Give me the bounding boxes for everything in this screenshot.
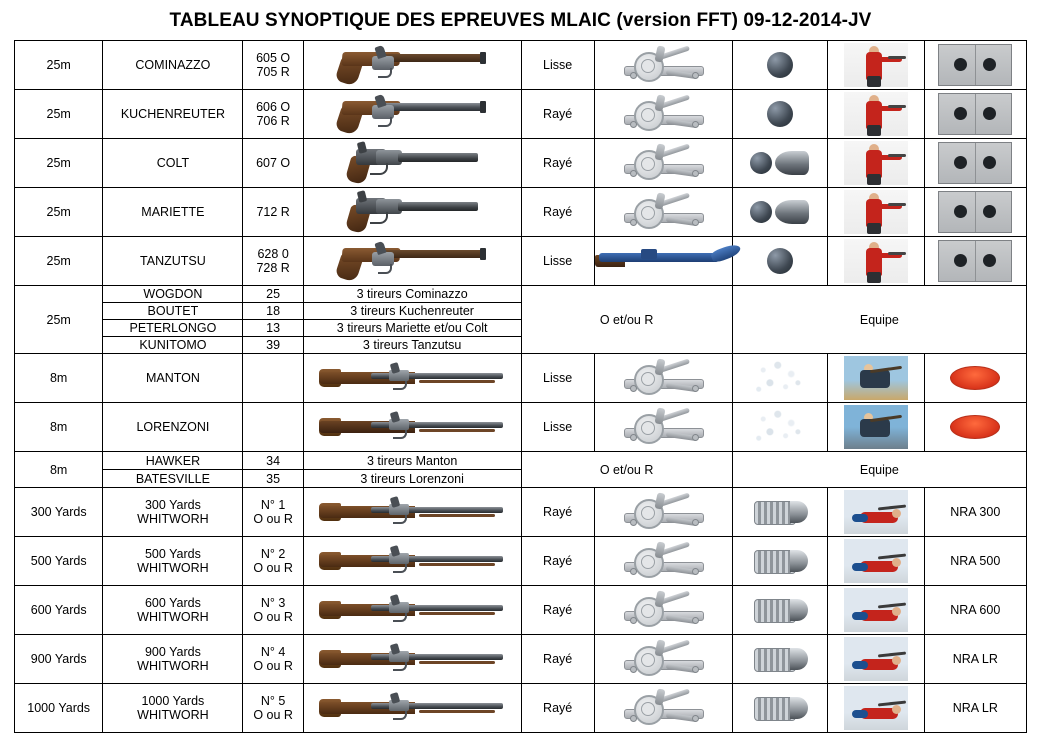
tanzutsu-pistol-icon (332, 240, 492, 282)
cell-event-name: 500 Yards WHITWORH (103, 537, 243, 586)
cell-firearm-image (303, 403, 521, 452)
cell-code: 605 O 705 R (243, 41, 303, 90)
table-row (15, 237, 1027, 286)
cell-event-name: 300 Yards WHITWORH (103, 488, 243, 537)
lock-mechanism-icon (616, 404, 710, 450)
cell-shooting-position (827, 537, 924, 586)
conical-bullet-icon (775, 151, 809, 175)
cell-bore-type: Lisse (521, 354, 594, 403)
cell-distance: 25m (15, 41, 103, 90)
cell-event-name: 1000 Yards WHITWORH (103, 684, 243, 733)
cell-lock-image (594, 41, 732, 90)
cell-team-code: 34 (243, 452, 303, 470)
two-dot-target-icon (938, 191, 1012, 233)
round-ball-icon (750, 152, 772, 174)
cell-bore-type: Lisse (521, 41, 594, 90)
cell-bore-type: Rayé (521, 90, 594, 139)
prone-shooter-photo (844, 588, 908, 632)
cell-bore-type: Lisse (521, 237, 594, 286)
cell-distance: 600 Yards (15, 586, 103, 635)
page-title: TABLEAU SYNOPTIQUE DES EPREUVES MLAIC (version FFT) 09-12-2014-JV (169, 10, 872, 31)
table-row (15, 684, 1027, 733)
lock-mechanism-icon (616, 636, 710, 682)
cell-distance: 300 Yards (15, 488, 103, 537)
cell-team-composition: 3 tireurs Cominazzo (303, 286, 521, 303)
cell-bore-type: Rayé (521, 635, 594, 684)
revolver-icon (332, 141, 492, 185)
round-ball-icon (767, 248, 793, 274)
cell-firearm-image (303, 139, 521, 188)
cell-shooting-position (827, 237, 924, 286)
cell-team-name: HAWKER (103, 452, 243, 470)
minie-bullet-icon (754, 646, 806, 672)
lock-mechanism-icon (616, 140, 710, 186)
cell-ammunition (732, 684, 827, 733)
cell-lock-image (594, 488, 732, 537)
table-row (15, 586, 1027, 635)
cell-team-name: BOUTET (103, 303, 243, 320)
team-row (15, 286, 1027, 303)
cell-distance: 1000 Yards (15, 684, 103, 733)
cell-code: N° 2 O ou R (243, 537, 303, 586)
cell-ammunition (732, 586, 827, 635)
cell-code: 628 0 728 R (243, 237, 303, 286)
cell-firearm-image (303, 354, 521, 403)
minie-bullet-icon (754, 499, 806, 525)
cell-bore-type: Rayé (521, 586, 594, 635)
table-row (15, 41, 1027, 90)
table-row (15, 403, 1027, 452)
cell-ammunition (732, 139, 827, 188)
cell-lock-image (594, 537, 732, 586)
cell-firearm-image (303, 684, 521, 733)
cell-team-code: 39 (243, 337, 303, 354)
cell-bore-type: O et/ou R (521, 286, 732, 354)
cell-target (924, 41, 1026, 90)
cell-distance: 25m (15, 237, 103, 286)
cell-ammunition (732, 188, 827, 237)
cell-distance: 25m (15, 139, 103, 188)
cell-bore-type: Rayé (521, 139, 594, 188)
cell-shooting-position (827, 90, 924, 139)
cell-lock-image (594, 354, 732, 403)
cell-bore-type: Lisse (521, 403, 594, 452)
standing-shooter-photo (844, 141, 908, 185)
cell-ammunition (732, 403, 827, 452)
two-dot-target-icon (938, 44, 1012, 86)
table-row (15, 90, 1027, 139)
table-row (15, 139, 1027, 188)
round-ball-icon (750, 201, 772, 223)
revolver-icon (332, 190, 492, 234)
cell-event-name: COLT (103, 139, 243, 188)
cell-lock-image (594, 684, 732, 733)
cell-team-composition: 3 tireurs Manton (303, 452, 521, 470)
cell-team-composition: 3 tireurs Kuchenreuter (303, 303, 521, 320)
cell-firearm-image (303, 635, 521, 684)
shot-pellets-icon (752, 407, 808, 447)
cell-event-name: LORENZONI (103, 403, 243, 452)
cell-shooting-position: Equipe (732, 286, 1026, 354)
cell-target (924, 139, 1026, 188)
cell-team-name: WOGDON (103, 286, 243, 303)
round-ball-icon (767, 101, 793, 127)
lock-mechanism-icon (616, 685, 710, 731)
cell-shooting-position (827, 139, 924, 188)
cell-firearm-image (303, 90, 521, 139)
standing-shooter-photo (844, 190, 908, 234)
lock-mechanism-icon (616, 538, 710, 584)
cell-ammunition (732, 635, 827, 684)
cell-code (243, 403, 303, 452)
cell-bore-type: Rayé (521, 684, 594, 733)
cell-target (924, 188, 1026, 237)
cell-target: NRA LR (924, 684, 1026, 733)
two-dot-target-icon (938, 93, 1012, 135)
lock-mechanism-icon (616, 91, 710, 137)
cell-distance: 8m (15, 354, 103, 403)
cell-shooting-position (827, 354, 924, 403)
cell-shooting-position (827, 635, 924, 684)
percussion-pistol-icon (332, 93, 492, 135)
percussion-shotgun-icon (319, 411, 505, 443)
cell-bore-type: Rayé (521, 537, 594, 586)
minie-bullet-icon (754, 548, 806, 574)
cell-target (924, 90, 1026, 139)
cell-distance: 25m (15, 286, 103, 354)
cell-bore-type: Rayé (521, 488, 594, 537)
cell-ammunition (732, 354, 827, 403)
cell-distance: 900 Yards (15, 635, 103, 684)
cell-distance: 25m (15, 188, 103, 237)
cell-event-name: MANTON (103, 354, 243, 403)
two-dot-target-icon (938, 240, 1012, 282)
cell-lock-image (594, 188, 732, 237)
standing-shooter-photo (844, 43, 908, 87)
two-dot-target-icon (938, 142, 1012, 184)
cell-shooting-position (827, 41, 924, 90)
cell-ammunition (732, 237, 827, 286)
cell-target: NRA LR (924, 635, 1026, 684)
cell-code: 607 O (243, 139, 303, 188)
cell-team-name: KUNITOMO (103, 337, 243, 354)
cell-ammunition (732, 537, 827, 586)
cell-code: N° 4 O ou R (243, 635, 303, 684)
clay-pigeon-icon (950, 366, 1000, 390)
cell-lock-image (594, 403, 732, 452)
cell-team-code: 35 (243, 470, 303, 488)
whitworth-rifle-icon (319, 496, 505, 528)
lock-mechanism-icon (616, 587, 710, 633)
cell-shooting-position (827, 188, 924, 237)
cell-ammunition (732, 90, 827, 139)
cell-event-name: COMINAZZO (103, 41, 243, 90)
cell-bore-type: Rayé (521, 188, 594, 237)
prone-shooter-photo (844, 539, 908, 583)
cell-team-name: PETERLONGO (103, 320, 243, 337)
cell-team-name: BATESVILLE (103, 470, 243, 488)
cell-firearm-image (303, 586, 521, 635)
table-row (15, 635, 1027, 684)
cell-distance: 8m (15, 403, 103, 452)
mlaic-events-table (14, 40, 1027, 733)
clay-pigeon-icon (950, 415, 1000, 439)
cell-code: N° 5 O ou R (243, 684, 303, 733)
cell-code: 712 R (243, 188, 303, 237)
cell-bore-type: O et/ou R (521, 452, 732, 488)
shot-pellets-icon (752, 358, 808, 398)
prone-shooter-photo (844, 637, 908, 681)
cell-code (243, 354, 303, 403)
cell-shooting-position (827, 684, 924, 733)
cell-lock-image (594, 586, 732, 635)
cell-firearm-image (303, 537, 521, 586)
cell-lock-image (594, 635, 732, 684)
cell-event-name: 600 Yards WHITWORH (103, 586, 243, 635)
cell-target: NRA 500 (924, 537, 1026, 586)
cell-team-code: 25 (243, 286, 303, 303)
cell-team-code: 13 (243, 320, 303, 337)
cell-team-composition: 3 tireurs Lorenzoni (303, 470, 521, 488)
whitworth-rifle-icon (319, 545, 505, 577)
cell-team-code: 18 (243, 303, 303, 320)
cell-team-composition: 3 tireurs Mariette et/ou Colt (303, 320, 521, 337)
cell-code: N° 3 O ou R (243, 586, 303, 635)
minie-bullet-icon (754, 695, 806, 721)
cell-target: NRA 300 (924, 488, 1026, 537)
cell-firearm-image (303, 488, 521, 537)
standing-shooter-photo (844, 239, 908, 283)
lock-mechanism-icon (616, 42, 710, 88)
conical-bullet-icon (775, 200, 809, 224)
flintlock-shotgun-icon (319, 362, 505, 394)
cell-distance: 8m (15, 452, 103, 488)
cell-shooting-position (827, 488, 924, 537)
cell-event-name: 900 Yards WHITWORH (103, 635, 243, 684)
cell-target (924, 354, 1026, 403)
cell-lock-image (594, 90, 732, 139)
cell-target: NRA 600 (924, 586, 1026, 635)
whitworth-rifle-icon (319, 643, 505, 675)
cell-code: N° 1 O ou R (243, 488, 303, 537)
lock-mechanism-icon (616, 489, 710, 535)
cell-shooting-position (827, 586, 924, 635)
lock-mechanism-icon (616, 189, 710, 235)
cell-firearm-image (303, 41, 521, 90)
minie-bullet-icon (754, 597, 806, 623)
cell-event-name: MARIETTE (103, 188, 243, 237)
prone-shooter-photo (844, 490, 908, 534)
whitworth-rifle-icon (319, 594, 505, 626)
cell-ammunition (732, 488, 827, 537)
table-row (15, 354, 1027, 403)
cell-target (924, 403, 1026, 452)
cell-firearm-image (303, 237, 521, 286)
cell-lock-image (594, 139, 732, 188)
round-ball-icon (767, 52, 793, 78)
cell-distance: 500 Yards (15, 537, 103, 586)
outdoor-shooter-photo (844, 405, 908, 449)
lock-mechanism-icon (616, 355, 710, 401)
cell-distance: 25m (15, 90, 103, 139)
outdoor-shooter-photo (844, 356, 908, 400)
flintlock-pistol-icon (332, 44, 492, 86)
tanzutsu-matchlock-icon (595, 241, 732, 281)
standing-shooter-photo (844, 92, 908, 136)
team-row (15, 452, 1027, 470)
cell-firearm-image (303, 188, 521, 237)
cell-ammunition (732, 41, 827, 90)
table-row (15, 537, 1027, 586)
cell-shooting-position: Equipe (732, 452, 1026, 488)
cell-target (924, 237, 1026, 286)
cell-shooting-position (827, 403, 924, 452)
table-row (15, 188, 1027, 237)
cell-event-name: TANZUTSU (103, 237, 243, 286)
prone-shooter-photo (844, 686, 908, 730)
cell-event-name: KUCHENREUTER (103, 90, 243, 139)
cell-lock-image (594, 237, 732, 286)
cell-code: 606 O 706 R (243, 90, 303, 139)
whitworth-rifle-icon (319, 692, 505, 724)
cell-team-composition: 3 tireurs Tanzutsu (303, 337, 521, 354)
table-row (15, 488, 1027, 537)
